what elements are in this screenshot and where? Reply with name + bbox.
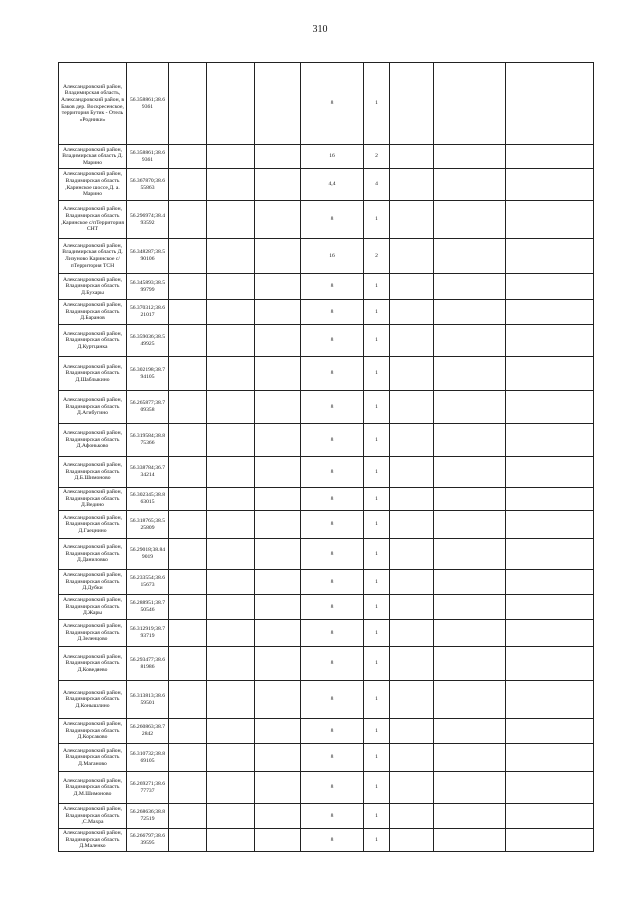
empty-cell — [390, 145, 434, 169]
empty-cell — [506, 357, 594, 391]
empty-cell — [255, 829, 301, 852]
count-cell: 1 — [364, 804, 390, 829]
count-cell: 1 — [364, 719, 390, 744]
table-row — [59, 457, 594, 488]
quantity-cell: 4,4 — [301, 169, 364, 201]
table-row — [59, 595, 594, 620]
coordinates-cell: 56.358861;38.6 9361 — [127, 63, 169, 145]
coordinates-cell: 56.310732;38.8 69105 — [127, 744, 169, 772]
empty-cell — [506, 145, 594, 169]
coordinates-cell: 56.358861;38.6 9361 — [127, 145, 169, 169]
location-cell: Александровский район, Владимирская область ,С.Махра — [59, 804, 127, 829]
coordinates-cell: 56.260863;38.7 2842 — [127, 719, 169, 744]
empty-cell — [390, 274, 434, 300]
empty-cell — [434, 391, 506, 424]
coordinates-cell: 56.302198;38.7 94105 — [127, 357, 169, 391]
quantity-cell: 8 — [301, 570, 364, 595]
empty-cell — [169, 681, 207, 719]
coordinates-cell: 56.269271;38.6 77737 — [127, 772, 169, 804]
empty-cell — [390, 511, 434, 539]
empty-cell — [390, 681, 434, 719]
empty-cell — [169, 539, 207, 570]
empty-cell — [169, 239, 207, 274]
quantity-cell: 8 — [301, 539, 364, 570]
page-number: 310 — [312, 24, 328, 35]
coordinates-cell: 56.348287;38.5 90106 — [127, 239, 169, 274]
empty-cell — [169, 274, 207, 300]
empty-cell — [207, 511, 255, 539]
coordinates-cell: 56.338784;36.7 34214 — [127, 457, 169, 488]
empty-cell — [506, 647, 594, 681]
table-row — [59, 391, 594, 424]
empty-cell — [207, 829, 255, 852]
empty-cell — [506, 772, 594, 804]
empty-cell — [255, 539, 301, 570]
table-row — [59, 829, 594, 852]
location-cell: Александровский район, Владимирская область Д.Даниловко — [59, 539, 127, 570]
empty-cell — [255, 274, 301, 300]
count-cell: 1 — [364, 829, 390, 852]
table-row — [59, 647, 594, 681]
empty-cell — [255, 595, 301, 620]
empty-cell — [506, 201, 594, 239]
empty-cell — [390, 772, 434, 804]
empty-cell — [434, 239, 506, 274]
empty-cell — [169, 391, 207, 424]
count-cell: 1 — [364, 300, 390, 325]
empty-cell — [207, 300, 255, 325]
count-cell: 1 — [364, 647, 390, 681]
empty-cell — [390, 63, 434, 145]
empty-cell — [169, 63, 207, 145]
location-cell: Александровский район, Владимирская область Д. Марино — [59, 145, 127, 169]
empty-cell — [506, 457, 594, 488]
quantity-cell: 8 — [301, 357, 364, 391]
table-row — [59, 511, 594, 539]
table-row — [59, 539, 594, 570]
location-cell: Александровский район, Владимирская область Д.Жары — [59, 595, 127, 620]
empty-cell — [255, 300, 301, 325]
empty-cell — [506, 169, 594, 201]
empty-cell — [434, 300, 506, 325]
coordinates-cell: 56.359036;38.5 49925 — [127, 325, 169, 357]
empty-cell — [207, 201, 255, 239]
empty-cell — [506, 239, 594, 274]
quantity-cell: 8 — [301, 744, 364, 772]
count-cell: 1 — [364, 772, 390, 804]
empty-cell — [207, 595, 255, 620]
coordinates-cell: 56.233554;38.6 15673 — [127, 570, 169, 595]
empty-cell — [390, 357, 434, 391]
count-cell: 2 — [364, 239, 390, 274]
location-cell: Александровский район, Владимирская область Д.Куртцанка — [59, 325, 127, 357]
table-row — [59, 325, 594, 357]
quantity-cell: 8 — [301, 300, 364, 325]
empty-cell — [207, 424, 255, 457]
empty-cell — [390, 539, 434, 570]
empty-cell — [434, 357, 506, 391]
quantity-cell: 8 — [301, 620, 364, 647]
empty-cell — [506, 424, 594, 457]
quantity-cell: 8 — [301, 391, 364, 424]
location-cell: Александровский район, Владимирская область Д.Дубки — [59, 570, 127, 595]
count-cell: 1 — [364, 457, 390, 488]
table-row — [59, 488, 594, 511]
coordinates-cell: 56.370312;38.6 21017 — [127, 300, 169, 325]
empty-cell — [169, 457, 207, 488]
empty-cell — [434, 488, 506, 511]
empty-cell — [506, 300, 594, 325]
empty-cell — [207, 570, 255, 595]
coordinates-cell: 56.312919;38.7 93719 — [127, 620, 169, 647]
empty-cell — [169, 325, 207, 357]
empty-cell — [207, 63, 255, 145]
empty-cell — [255, 63, 301, 145]
empty-cell — [434, 201, 506, 239]
quantity-cell: 8 — [301, 804, 364, 829]
empty-cell — [169, 744, 207, 772]
empty-cell — [207, 145, 255, 169]
quantity-cell: 8 — [301, 488, 364, 511]
empty-cell — [207, 325, 255, 357]
empty-cell — [207, 681, 255, 719]
empty-cell — [169, 570, 207, 595]
count-cell: 1 — [364, 620, 390, 647]
count-cell: 1 — [364, 570, 390, 595]
table-row — [59, 772, 594, 804]
coordinates-cell: 56.367870;38.6 55863 — [127, 169, 169, 201]
empty-cell — [207, 169, 255, 201]
table-row — [59, 63, 594, 145]
empty-cell — [207, 744, 255, 772]
empty-cell — [169, 169, 207, 201]
empty-cell — [169, 804, 207, 829]
table-row — [59, 145, 594, 169]
empty-cell — [434, 620, 506, 647]
quantity-cell: 8 — [301, 274, 364, 300]
empty-cell — [434, 829, 506, 852]
count-cell: 1 — [364, 595, 390, 620]
empty-cell — [207, 620, 255, 647]
empty-cell — [506, 595, 594, 620]
table-row — [59, 201, 594, 239]
quantity-cell: 8 — [301, 647, 364, 681]
empty-cell — [390, 620, 434, 647]
count-cell: 4 — [364, 169, 390, 201]
location-cell: Александровский район, Владимирская область Д.Конышлино — [59, 681, 127, 719]
empty-cell — [169, 488, 207, 511]
empty-cell — [434, 744, 506, 772]
empty-cell — [207, 719, 255, 744]
empty-cell — [255, 647, 301, 681]
empty-cell — [434, 681, 506, 719]
location-cell: Александровский район, Владимирская область Д.Корсаково — [59, 719, 127, 744]
empty-cell — [255, 681, 301, 719]
empty-cell — [390, 719, 434, 744]
quantity-cell: 8 — [301, 63, 364, 145]
empty-cell — [434, 424, 506, 457]
empty-cell — [169, 145, 207, 169]
empty-cell — [255, 325, 301, 357]
empty-cell — [255, 488, 301, 511]
empty-cell — [434, 325, 506, 357]
empty-cell — [207, 239, 255, 274]
location-cell: Александровский район, Владимирская область Д.Зеленцово — [59, 620, 127, 647]
empty-cell — [255, 719, 301, 744]
table-row — [59, 681, 594, 719]
table-row — [59, 719, 594, 744]
empty-cell — [255, 357, 301, 391]
table-row — [59, 744, 594, 772]
count-cell: 1 — [364, 539, 390, 570]
empty-cell — [169, 300, 207, 325]
empty-cell — [255, 804, 301, 829]
empty-cell — [390, 570, 434, 595]
empty-cell — [390, 457, 434, 488]
location-cell: Александровский район, Владимирская область Д.Маганово — [59, 744, 127, 772]
coordinates-cell: 56.302345;38.8 63015 — [127, 488, 169, 511]
empty-cell — [506, 325, 594, 357]
location-cell: Александровский район, Владимирская область Д.Б.Шимоново — [59, 457, 127, 488]
empty-cell — [390, 239, 434, 274]
empty-cell — [255, 457, 301, 488]
location-cell: Александровский район, Владимирская область ,Каринское с/пТерритория СНТ — [59, 201, 127, 239]
location-cell: Александровский район, Владимирская область Д.Афоньково — [59, 424, 127, 457]
quantity-cell: 8 — [301, 772, 364, 804]
empty-cell — [434, 539, 506, 570]
quantity-cell: 16 — [301, 145, 364, 169]
empty-cell — [506, 63, 594, 145]
data-table — [58, 62, 594, 852]
count-cell: 1 — [364, 681, 390, 719]
quantity-cell: 8 — [301, 719, 364, 744]
quantity-cell: 8 — [301, 681, 364, 719]
empty-cell — [207, 357, 255, 391]
count-cell: 1 — [364, 201, 390, 239]
location-cell: Александровский район, Владимирская область Д. Лизуново Каринское с/пТерритория ТСН — [59, 239, 127, 274]
empty-cell — [434, 595, 506, 620]
table-row — [59, 300, 594, 325]
empty-cell — [506, 391, 594, 424]
empty-cell — [390, 744, 434, 772]
empty-cell — [255, 391, 301, 424]
empty-cell — [255, 744, 301, 772]
empty-cell — [390, 300, 434, 325]
table-row — [59, 424, 594, 457]
empty-cell — [390, 325, 434, 357]
coordinates-cell: 56.345893;38.5 99799 — [127, 274, 169, 300]
empty-cell — [506, 570, 594, 595]
table-row — [59, 274, 594, 300]
empty-cell — [506, 620, 594, 647]
empty-cell — [169, 595, 207, 620]
count-cell: 1 — [364, 357, 390, 391]
empty-cell — [255, 424, 301, 457]
quantity-cell: 8 — [301, 829, 364, 852]
empty-cell — [434, 804, 506, 829]
empty-cell — [169, 772, 207, 804]
coordinates-cell: 56.296974;38.4 93592 — [127, 201, 169, 239]
empty-cell — [169, 511, 207, 539]
coordinates-cell: 56.268636;38.8 72519 — [127, 804, 169, 829]
table-row — [59, 357, 594, 391]
empty-cell — [255, 620, 301, 647]
empty-cell — [390, 201, 434, 239]
empty-cell — [390, 829, 434, 852]
coordinates-cell: 56.288951;38.7 50546 — [127, 595, 169, 620]
empty-cell — [255, 145, 301, 169]
coordinates-cell: 56.319584;38.8 75366 — [127, 424, 169, 457]
location-cell: Александровский район, Владимирская область Д.Ведино — [59, 488, 127, 511]
count-cell: 1 — [364, 744, 390, 772]
empty-cell — [255, 239, 301, 274]
location-cell: Александровский район, Владимирская область Д.М.Шимоново — [59, 772, 127, 804]
count-cell: 1 — [364, 424, 390, 457]
empty-cell — [169, 357, 207, 391]
empty-cell — [207, 772, 255, 804]
empty-cell — [255, 772, 301, 804]
table-row — [59, 620, 594, 647]
empty-cell — [434, 719, 506, 744]
quantity-cell: 8 — [301, 595, 364, 620]
empty-cell — [207, 457, 255, 488]
empty-cell — [207, 647, 255, 681]
empty-cell — [255, 169, 301, 201]
empty-cell — [506, 511, 594, 539]
location-cell: Александровский район, Владимирская область Д.Агибугино — [59, 391, 127, 424]
quantity-cell: 8 — [301, 325, 364, 357]
coordinates-cell: 56.293477;38.6 81986 — [127, 647, 169, 681]
count-cell: 2 — [364, 145, 390, 169]
empty-cell — [169, 424, 207, 457]
empty-cell — [169, 719, 207, 744]
empty-cell — [390, 424, 434, 457]
coordinates-cell: 56.318765;38.5 25809 — [127, 511, 169, 539]
empty-cell — [390, 391, 434, 424]
location-cell: Александровский район, Владимирская область, Александровский район, в Баков дер. Воскресенское, территория Бутик - Отель «Родники» — [59, 63, 127, 145]
quantity-cell: 8 — [301, 201, 364, 239]
empty-cell — [434, 63, 506, 145]
count-cell: 1 — [364, 274, 390, 300]
location-cell: Александровский район, Владимирская область Д.Баранов — [59, 300, 127, 325]
count-cell: 1 — [364, 511, 390, 539]
count-cell: 1 — [364, 391, 390, 424]
empty-cell — [255, 201, 301, 239]
empty-cell — [255, 570, 301, 595]
empty-cell — [434, 570, 506, 595]
coordinates-cell: 56.313813;38.6 59501 — [127, 681, 169, 719]
quantity-cell: 16 — [301, 239, 364, 274]
empty-cell — [434, 511, 506, 539]
table-row — [59, 239, 594, 274]
location-cell: Александровский район, Владимирская область Д.Шаблыкино — [59, 357, 127, 391]
coordinates-cell: 56.29018;38.84 9019 — [127, 539, 169, 570]
empty-cell — [169, 829, 207, 852]
empty-cell — [207, 488, 255, 511]
empty-cell — [390, 488, 434, 511]
empty-cell — [169, 647, 207, 681]
empty-cell — [434, 772, 506, 804]
location-cell: Александровский район, Владимирская область ,Каринское шоссе,Д. а. Марино — [59, 169, 127, 201]
location-cell: Александровский район, Владимирская область Д.Коведяево — [59, 647, 127, 681]
empty-cell — [434, 145, 506, 169]
empty-cell — [434, 647, 506, 681]
table-row — [59, 169, 594, 201]
empty-cell — [390, 804, 434, 829]
empty-cell — [506, 274, 594, 300]
empty-cell — [434, 169, 506, 201]
empty-cell — [207, 804, 255, 829]
empty-cell — [506, 829, 594, 852]
empty-cell — [207, 274, 255, 300]
table-row — [59, 804, 594, 829]
coordinates-cell: 56.266797;38.6 39595 — [127, 829, 169, 852]
empty-cell — [506, 744, 594, 772]
empty-cell — [390, 169, 434, 201]
quantity-cell: 8 — [301, 511, 364, 539]
empty-cell — [207, 391, 255, 424]
count-cell: 1 — [364, 325, 390, 357]
empty-cell — [169, 620, 207, 647]
location-cell: Александровский район, Владимирская область Д.Гаецнино — [59, 511, 127, 539]
quantity-cell: 8 — [301, 457, 364, 488]
empty-cell — [506, 804, 594, 829]
empty-cell — [506, 539, 594, 570]
coordinates-cell: 56.265877;38.7 09358 — [127, 391, 169, 424]
empty-cell — [390, 647, 434, 681]
empty-cell — [506, 681, 594, 719]
empty-cell — [434, 457, 506, 488]
location-cell: Александровский район, Владимирская область Д.Маленко — [59, 829, 127, 852]
table-row — [59, 570, 594, 595]
empty-cell — [207, 539, 255, 570]
empty-cell — [390, 595, 434, 620]
empty-cell — [169, 201, 207, 239]
empty-cell — [506, 719, 594, 744]
empty-cell — [255, 511, 301, 539]
count-cell: 1 — [364, 488, 390, 511]
count-cell: 1 — [364, 63, 390, 145]
empty-cell — [434, 274, 506, 300]
location-cell: Александровский район, Владимирская область Д.Бухары — [59, 274, 127, 300]
quantity-cell: 8 — [301, 424, 364, 457]
empty-cell — [506, 488, 594, 511]
